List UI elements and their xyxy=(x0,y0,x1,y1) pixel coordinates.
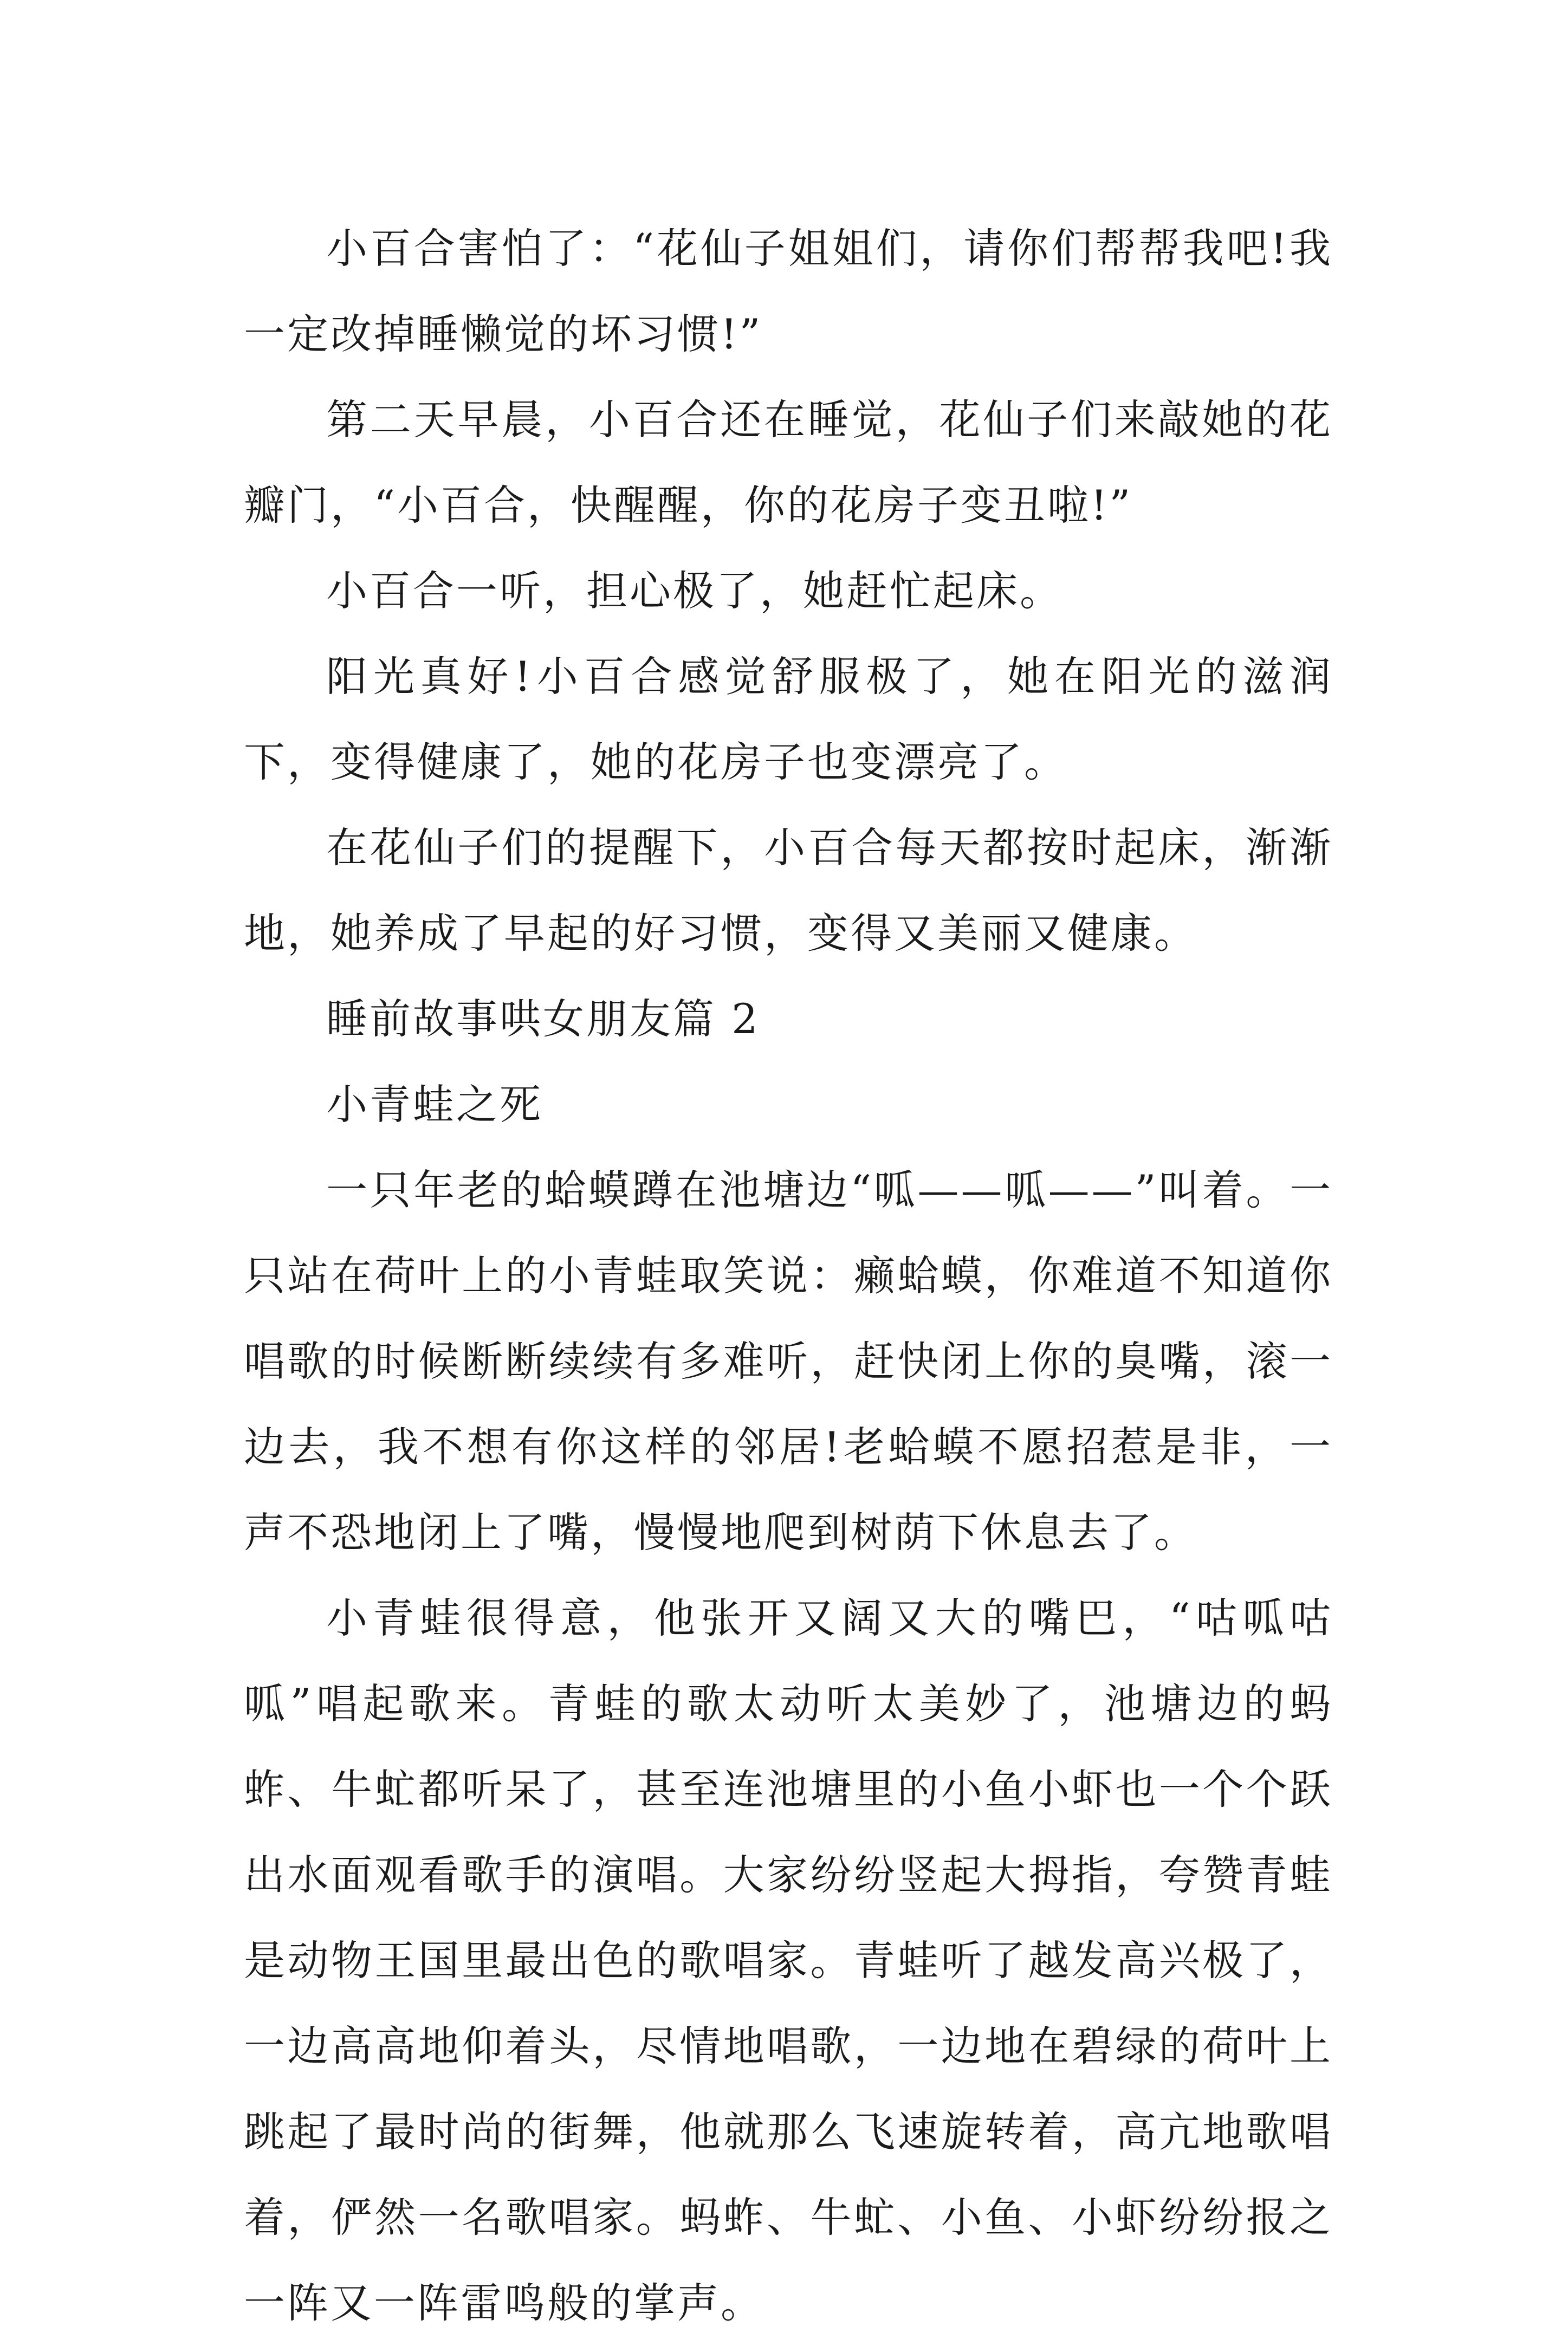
story-title: 小青蛙之死 xyxy=(326,1080,543,1129)
paragraph: 在花仙子们的提醒下，小百合每天都按时起床，渐渐地，她养成了早起的好习惯，变得又美丽又健康。 xyxy=(244,824,1333,957)
paragraph: 阳光真好!小百合感觉舒服极了，她在阳光的滋润下，变得健康了，她的花房子也变漂亮了。 xyxy=(244,652,1333,786)
section-heading: 睡前故事哄女朋友篇 2 xyxy=(326,995,760,1043)
document-body xyxy=(244,206,1333,2346)
paragraph: 一只年老的蛤蟆蹲在池塘边“呱——呱——”叫着。一只站在荷叶上的小青蛙取笑说：癞蛤蟆，你难道不知道你唱歌的时候断断续续有多难听，赶快闭上你的臭嘴，滚一边去，我不想有你这样的邻居!老蛤蟆不愿招惹是非，一声不恐地闭上了嘴，慢慢地爬到树荫下休息去了。 xyxy=(244,1166,1333,1557)
paragraph: 第二天早晨，小百合还在睡觉，花仙子们来敲她的花瓣门，“小百合，快醒醒，你的花房子变丑啦!” xyxy=(244,396,1333,529)
paragraph: 小百合一听，担心极了，她赶忙起床。 xyxy=(326,567,1063,615)
paragraph: 小百合害怕了：“花仙子姐姐们，请你们帮帮我吧!我一定改掉睡懒觉的坏习惯!” xyxy=(244,224,1333,358)
paragraph: 小青蛙很得意，他张开又阔又大的嘴巴，“咕呱咕呱”唱起歌来。青蛙的歌太动听太美妙了，池塘边的蚂蚱、牛虻都听呆了，甚至连池塘里的小鱼小虾也一个个跃出水面观看歌手的演唱。大家纷纷竖起大拇指，夸赞青蛙是动物王国里最出色的歌唱家。青蛙听了越发高兴极了，一边高高地仰着头，尽情地唱歌，一边地在碧绿的荷叶上跳起了最时尚的街舞，他就那么飞速旋转着，高亢地歌唱着，俨然一名歌唱家。蚂蚱、牛虻、小鱼、小虾纷纷报之一阵又一阵雷鸣般的掌声。 xyxy=(244,1594,1333,2327)
